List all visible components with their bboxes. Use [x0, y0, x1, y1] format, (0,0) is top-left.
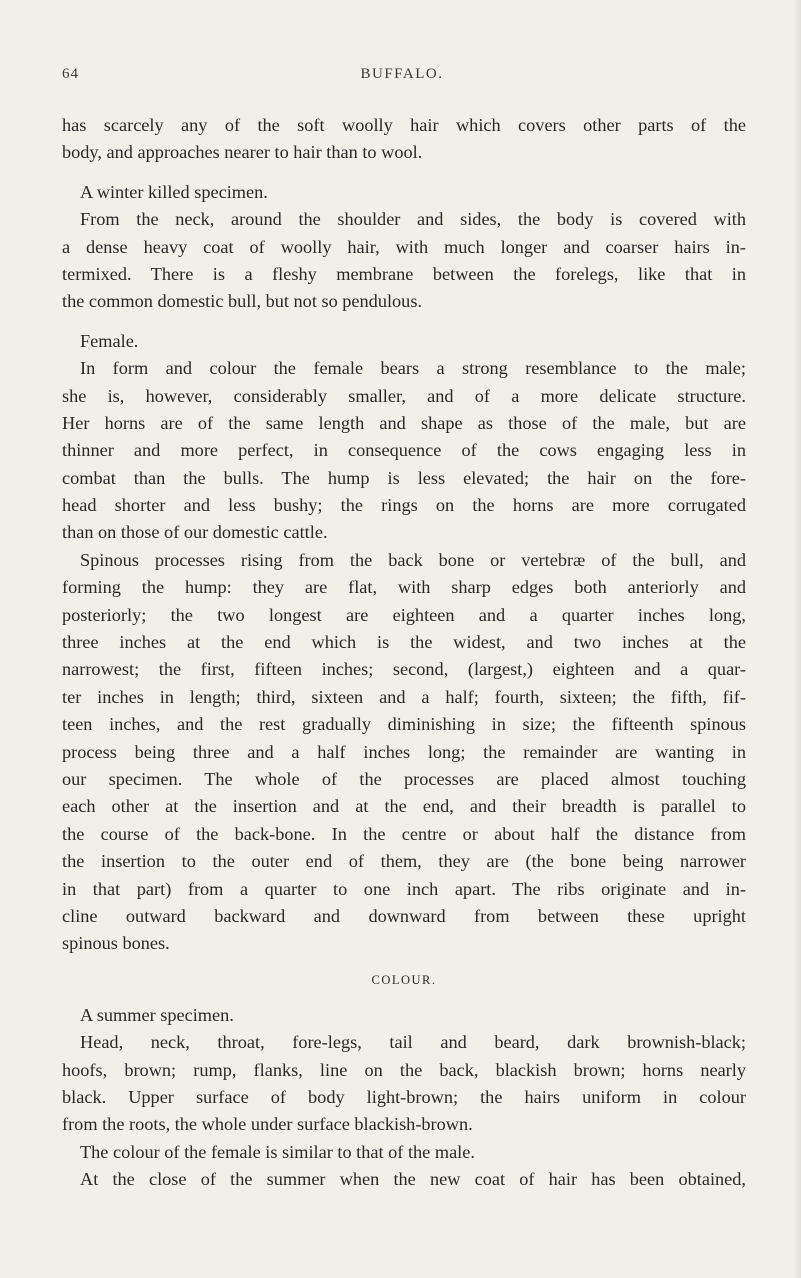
paragraph-female	[62, 328, 746, 547]
paragraph-hair	[62, 112, 746, 167]
text-line: At the close of the summer when the new coat of hair has been obtained,	[80, 1169, 746, 1190]
text-line: posteriorly; the two longest are eighteen and a quarter inches long,	[62, 604, 746, 625]
text-line: head shorter and less bushy; the rings on the horns are more corrugated	[62, 495, 746, 516]
text-line: Spinous processes rising from the back bone or vertebræ of the bull, and	[80, 549, 746, 570]
text-line: thinner and more perfect, in consequence of the cows engaging less in	[62, 440, 746, 461]
page-number: 64	[62, 66, 79, 82]
text-line: combat than the bulls. The hump is less elevated; the hair on the fore-	[62, 467, 746, 488]
text-line: forming the hump: they are flat, with sharp edges both anteriorly and	[62, 577, 746, 598]
text-line: our specimen. The whole of the processes are placed almost touching	[62, 768, 746, 789]
text-line: from the roots, the whole under surface blackish-brown.	[62, 1114, 473, 1135]
text-line: In form and colour the female bears a strong resemblance to the male;	[80, 358, 746, 379]
paragraph-colour	[62, 1002, 746, 1194]
text-line: spinous bones.	[62, 933, 170, 954]
running-head: BUFFALO.	[360, 66, 444, 82]
text-line: the insertion to the outer end of them, they are (the bone being narrower	[62, 851, 746, 872]
text-line: than on those of our domestic cattle.	[62, 522, 328, 543]
text-line: three inches at the end which is the widest, and two inches at the	[62, 632, 746, 653]
text-line: Her horns are of the same length and shape as those of the male, but are	[62, 412, 746, 433]
text-line: body, and approaches nearer to hair than to wool.	[62, 142, 423, 163]
paragraph-spinous-processes	[62, 547, 746, 958]
section-heading-colour: COLOUR.	[371, 972, 437, 987]
text-line: A summer specimen.	[80, 1004, 234, 1025]
text-line: in that part) from a quarter to one inch apart. The ribs originate and in-	[62, 878, 746, 899]
text-line: termixed. There is a fleshy membrane between the forelegs, like that in	[62, 263, 746, 284]
text-line: the course of the back-bone. In the centre or about half the distance from	[62, 823, 746, 844]
text-line: black. Upper surface of body light-brown; the hairs uniform in colour	[62, 1086, 746, 1107]
text-line: teen inches, and the rest gradually diminishing in size; the fifteenth spinous	[62, 714, 746, 735]
page-edge-shadow	[793, 0, 801, 1278]
body-text	[62, 112, 746, 1193]
page-header	[62, 66, 742, 90]
text-line: From the neck, around the shoulder and sides, the body is covered with	[80, 209, 746, 230]
text-line: the common domestic bull, but not so pendulous.	[62, 291, 423, 312]
text-line: Head, neck, throat, fore-legs, tail and beard, dark brownish-black;	[80, 1032, 746, 1053]
text-line: each other at the insertion and at the end, and their breadth is parallel to	[62, 796, 746, 817]
text-line: A winter killed specimen.	[80, 181, 268, 202]
text-line: has scarcely any of the soft woolly hair which covers other parts of the	[62, 115, 746, 135]
text-line: ter inches in length; third, sixteen and a half; fourth, sixteen; the fifth, fif-	[62, 686, 746, 707]
text-line: The colour of the female is similar to that of the male.	[80, 1141, 475, 1162]
text-line: cline outward backward and downward from between these upright	[62, 905, 746, 926]
text-line: narrowest; the first, fifteen inches; second, (largest,) eighteen and a quar-	[62, 659, 746, 680]
text-line: Female.	[80, 330, 139, 351]
text-line: hoofs, brown; rump, flanks, line on the back, blackish brown; horns nearly	[62, 1059, 746, 1080]
text-line: process being three and a half inches long; the remainder are wanting in	[62, 741, 746, 762]
text-line: a dense heavy coat of woolly hair, with much longer and coarser hairs in-	[62, 236, 746, 257]
paragraph-winter-specimen	[62, 179, 746, 316]
text-line: she is, however, considerably smaller, and of a more delicate structure.	[62, 385, 746, 406]
